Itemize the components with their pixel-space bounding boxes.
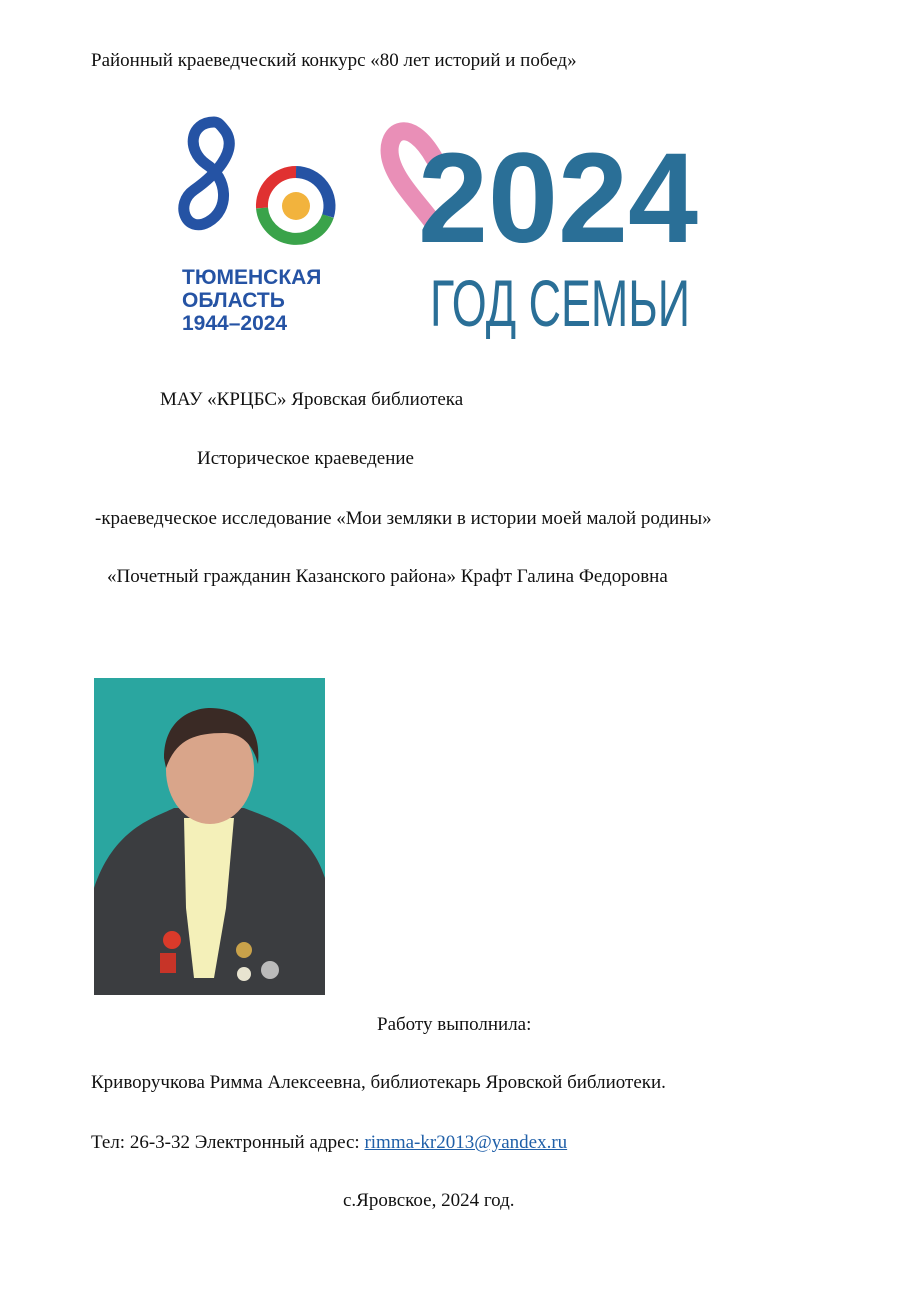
portrait-photo xyxy=(94,678,325,995)
honor-title: «Почетный гражданин Казанского района» Крафт Галина Федоровна xyxy=(107,566,668,587)
completed-by-label: Работу выполнила: xyxy=(377,1014,532,1035)
place-year: с.Яровское, 2024 год. xyxy=(343,1190,515,1211)
region-line1: ТЮМЕНСКАЯ xyxy=(182,266,322,289)
family-year: 2024 xyxy=(418,127,698,270)
region-line2: ОБЛАСТЬ xyxy=(182,289,285,312)
author-line: Криворучкова Римма Алексеевна, библиотекарь Яровской библиотеки. xyxy=(91,1072,666,1093)
email-link[interactable]: rimma-kr2013@yandex.ru xyxy=(364,1132,568,1153)
ring-center-icon xyxy=(282,192,310,220)
family-year-logo xyxy=(390,127,698,340)
section-title: Историческое краеведение xyxy=(197,448,414,469)
phone-text: Тел: 26-3-32 Электронный адрес: xyxy=(91,1132,365,1153)
contest-title: Районный краеведческий конкурс «80 лет историй и побед» xyxy=(91,50,577,71)
figure-eight-icon xyxy=(184,122,229,225)
family-caption: ГОД СЕМЬИ xyxy=(430,266,690,340)
logos xyxy=(178,112,708,342)
tyumen-region-logo xyxy=(182,122,330,335)
research-title: -краеведческое исследование «Мои земляки в истории моей малой родины» xyxy=(95,508,712,529)
contact-line xyxy=(91,1131,567,1155)
organization-title: МАУ «КРЦБС» Яровская библиотека xyxy=(160,389,464,410)
region-line3: 1944–2024 xyxy=(182,312,288,335)
